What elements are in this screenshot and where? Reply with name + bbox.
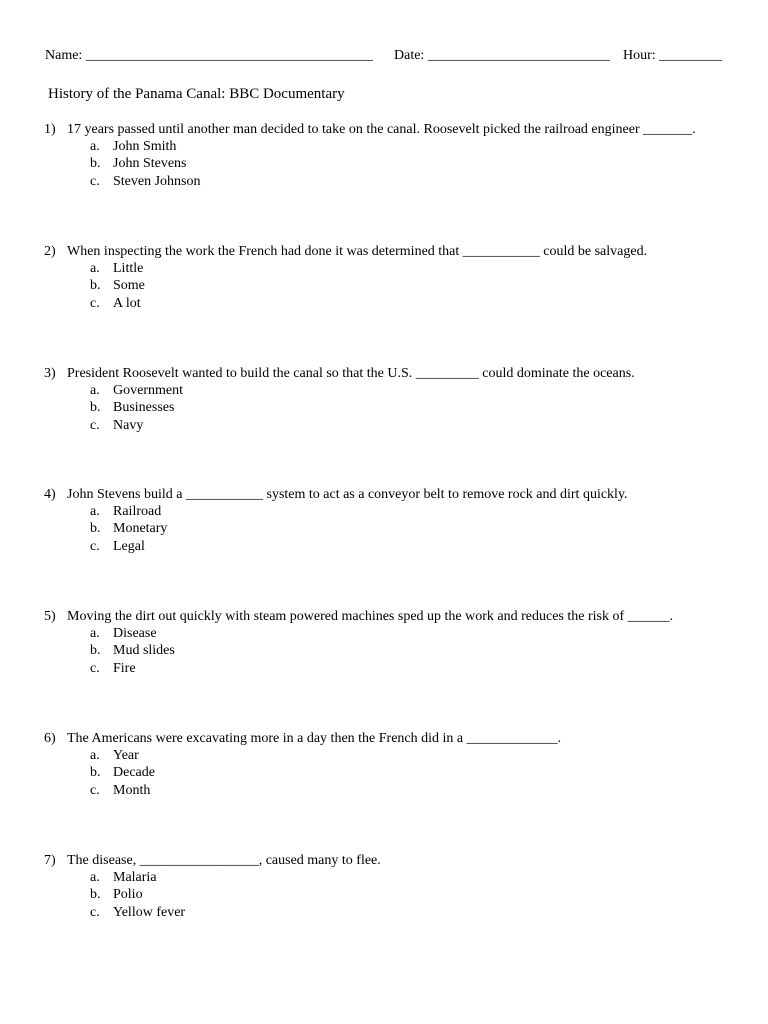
answer-option[interactable] [44, 782, 744, 799]
answer-option[interactable] [44, 503, 744, 520]
option-letter: a. [90, 870, 100, 885]
answer-option[interactable] [44, 295, 744, 312]
answer-option[interactable] [44, 173, 744, 190]
question-4 [44, 486, 744, 555]
option-text: Little [113, 261, 144, 276]
question-number: 2) [44, 244, 56, 259]
option-letter: b. [90, 400, 101, 416]
option-letter: c. [90, 417, 100, 433]
option-text: Polio [113, 887, 143, 903]
question-line [44, 608, 744, 625]
answer-option[interactable] [44, 155, 744, 172]
answer-option[interactable] [44, 764, 744, 781]
option-text: Some [113, 278, 145, 294]
option-letter: b. [90, 278, 101, 294]
question-line [44, 121, 744, 138]
question-line [44, 852, 744, 869]
answer-option[interactable] [44, 520, 744, 537]
option-letter: a. [90, 626, 100, 641]
option-letter: c. [90, 782, 100, 798]
answer-option[interactable] [44, 138, 744, 155]
question-5 [44, 608, 744, 677]
answer-option[interactable] [44, 642, 744, 659]
option-letter: c. [90, 538, 100, 554]
answer-option[interactable] [44, 625, 744, 642]
question-number: 4) [44, 487, 56, 502]
option-text: John Stevens [113, 156, 187, 172]
question-text: The Americans were excavating more in a day then the French did in a _____________. [67, 731, 562, 746]
option-letter: c. [90, 660, 100, 676]
option-letter: b. [90, 521, 101, 537]
option-text: Month [113, 782, 151, 798]
question-line [44, 730, 744, 747]
question-number: 7) [44, 853, 56, 868]
question-text: John Stevens build a ___________ system to act as a conveyor belt to remove rock and dirt quickly. [67, 487, 628, 502]
answer-option[interactable] [44, 277, 744, 294]
question-number: 3) [44, 366, 56, 381]
name-field[interactable]: Name: _________________________________________ [45, 48, 373, 63]
question-text: The disease, _________________, caused many to flee. [67, 853, 381, 868]
option-text: Year [113, 748, 139, 763]
option-text: Mud slides [113, 643, 175, 659]
option-letter: c. [90, 295, 100, 311]
option-text: Disease [113, 626, 157, 641]
answer-option[interactable] [44, 417, 744, 434]
option-text: Fire [113, 660, 136, 676]
option-text: Government [113, 383, 183, 398]
question-number: 1) [44, 122, 56, 137]
option-text: Businesses [113, 400, 175, 416]
hour-field[interactable]: Hour: _________ [623, 48, 723, 63]
option-text: Navy [113, 417, 144, 433]
option-letter: a. [90, 261, 100, 276]
worksheet-title: History of the Panama Canal: BBC Documentary [48, 86, 345, 102]
answer-option[interactable] [44, 904, 744, 921]
question-text: President Roosevelt wanted to build the canal so that the U.S. _________ could dominate the oceans. [67, 366, 635, 381]
option-text: Monetary [113, 521, 168, 537]
question-text: 17 years passed until another man decided to take on the canal. Roosevelt picked the railroad engineer _______. [67, 122, 696, 137]
option-text: Railroad [113, 504, 162, 519]
question-line [44, 365, 744, 382]
question-line [44, 486, 744, 503]
question-number: 6) [44, 731, 56, 746]
option-letter: c. [90, 904, 100, 920]
option-letter: b. [90, 887, 101, 903]
question-6 [44, 730, 744, 799]
question-text: When inspecting the work the French had done it was determined that ___________ could be salvaged. [67, 244, 648, 259]
question-line [44, 243, 744, 260]
option-text: Steven Johnson [113, 173, 201, 189]
option-text: Decade [113, 765, 155, 781]
option-text: A lot [113, 295, 141, 311]
answer-option[interactable] [44, 399, 744, 416]
answer-option[interactable] [44, 382, 744, 399]
option-text: John Smith [113, 139, 177, 154]
option-letter: a. [90, 139, 100, 154]
question-text: Moving the dirt out quickly with steam powered machines sped up the work and reduces the risk of ______. [67, 609, 674, 624]
answer-option[interactable] [44, 660, 744, 677]
answer-option[interactable] [44, 747, 744, 764]
option-text: Yellow fever [113, 904, 186, 920]
answer-option[interactable] [44, 260, 744, 277]
answer-option[interactable] [44, 869, 744, 886]
option-letter: b. [90, 156, 101, 172]
option-text: Legal [113, 538, 145, 554]
option-letter: a. [90, 383, 100, 398]
question-3 [44, 365, 744, 434]
option-letter: b. [90, 643, 101, 659]
option-letter: a. [90, 504, 100, 519]
option-text: Malaria [113, 870, 157, 885]
option-letter: a. [90, 748, 100, 763]
question-2 [44, 243, 744, 312]
question-7 [44, 852, 744, 921]
option-letter: b. [90, 765, 101, 781]
question-1 [44, 121, 744, 190]
answer-option[interactable] [44, 886, 744, 903]
date-field[interactable]: Date: __________________________ [394, 48, 610, 63]
answer-option[interactable] [44, 538, 744, 555]
option-letter: c. [90, 173, 100, 189]
question-number: 5) [44, 609, 56, 624]
